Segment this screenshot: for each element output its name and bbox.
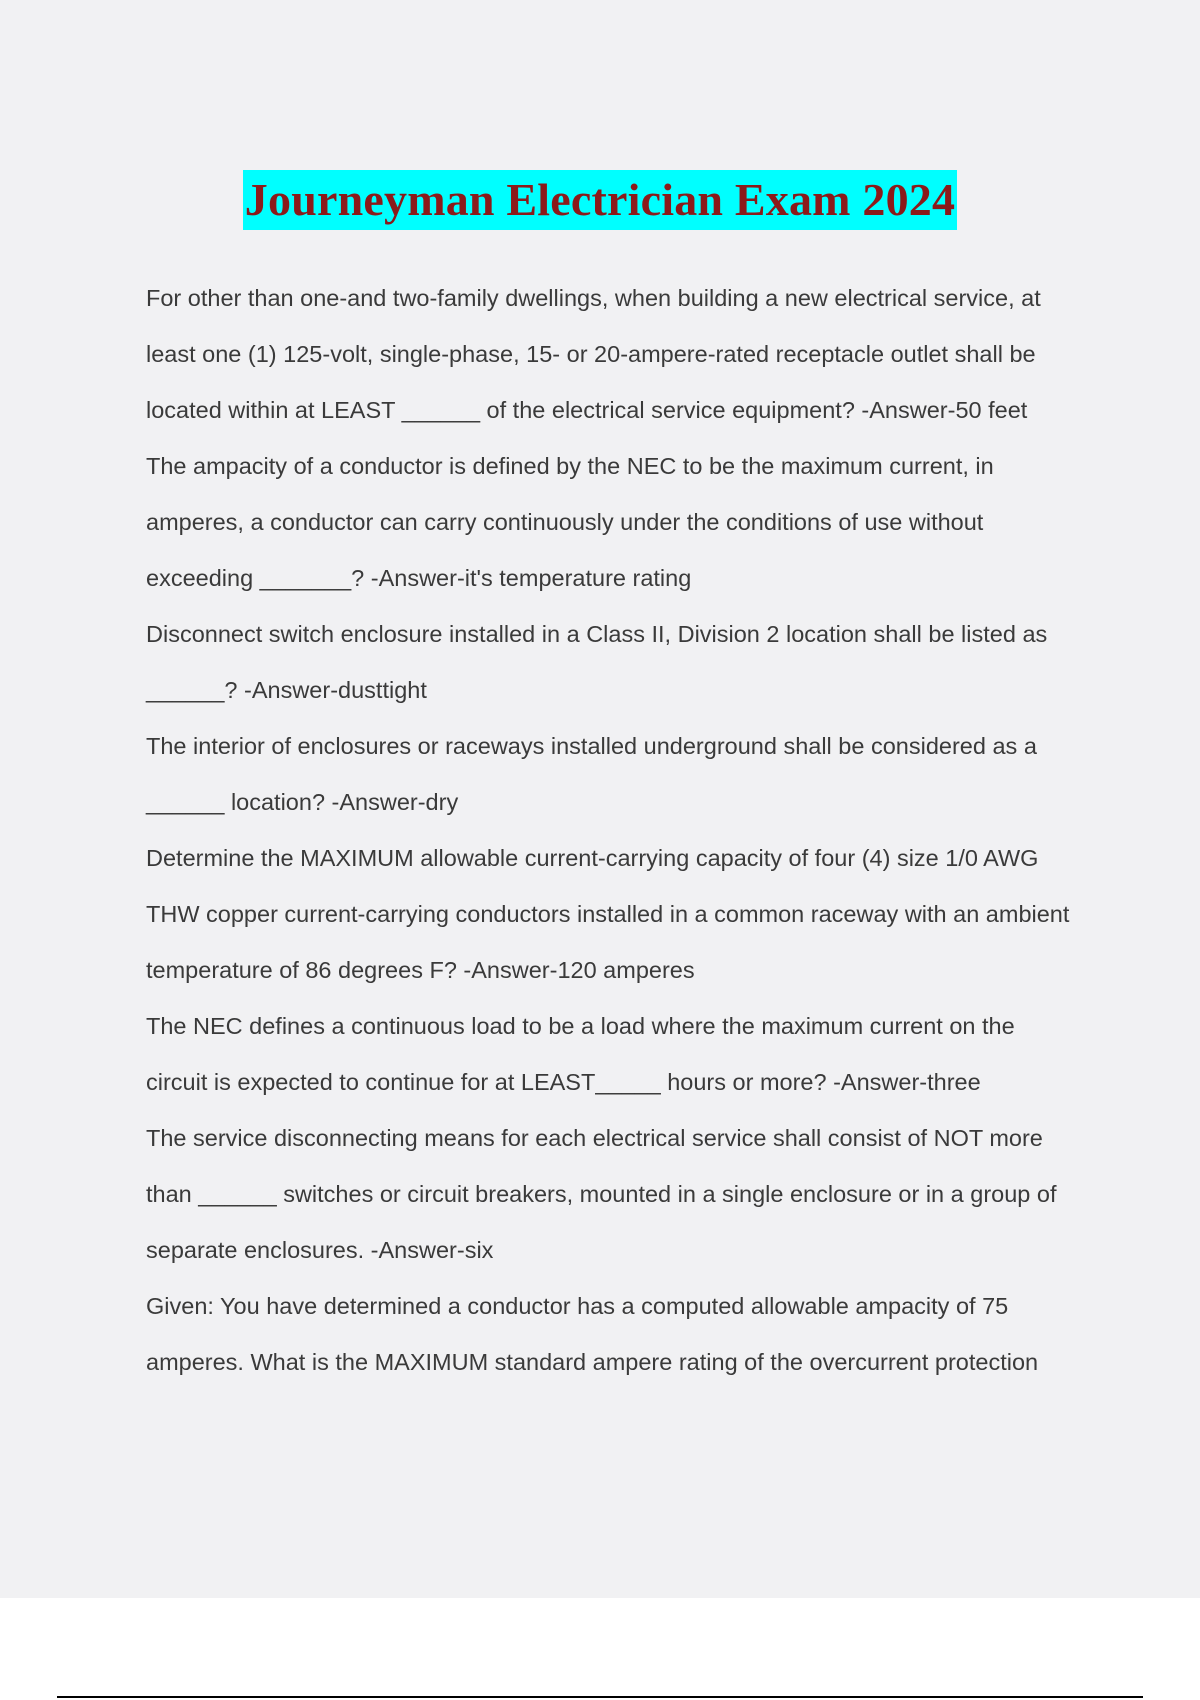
title-container (0, 170, 1200, 230)
footer-divider (57, 1696, 1143, 1698)
question-item: For other than one-and two-family dwellings, when building a new electrical service, at least one (1) 125-volt, single-phase, 15- or 20-ampere-rated receptacle outlet shall be located within at LEAST ______ of the electrical service equipment? -Answer-50 feet (146, 285, 1041, 423)
question-item: The interior of enclosures or raceways installed underground shall be considered as a ______ location? -Answer-dry (146, 733, 1037, 815)
question-list (146, 270, 1076, 1390)
question-item: Disconnect switch enclosure installed in a Class II, Division 2 location shall be listed as ______? -Answer-dusttight (146, 621, 1048, 703)
question-item: Given: You have determined a conductor has a computed allowable ampacity of 75 amperes. What is the MAXIMUM standard ampere rating of the overcurrent protection (146, 1293, 1039, 1375)
question-item: Determine the MAXIMUM allowable current-carrying capacity of four (4) size 1/0 AWG THW copper current-carrying conductors installed in a common raceway with an ambient temperature of 86 degrees F? -Answer-120 amperes (146, 845, 1070, 983)
question-item: The ampacity of a conductor is defined by the NEC to be the maximum current, in amperes, a conductor can carry continuously under the conditions of use without exceeding _______? -Answer-it's temperature rating (146, 453, 994, 591)
question-item: The NEC defines a continuous load to be a load where the maximum current on the circuit is expected to continue for at LEAST_____ hours or more? -Answer-three (146, 1013, 1015, 1095)
document-title: Journeyman Electrician Exam 2024 (243, 170, 957, 230)
question-item: The service disconnecting means for each electrical service shall consist of NOT more than ______ switches or circuit breakers, mounted in a single enclosure or in a group of separate enclosures. -Answer-six (146, 1125, 1057, 1263)
